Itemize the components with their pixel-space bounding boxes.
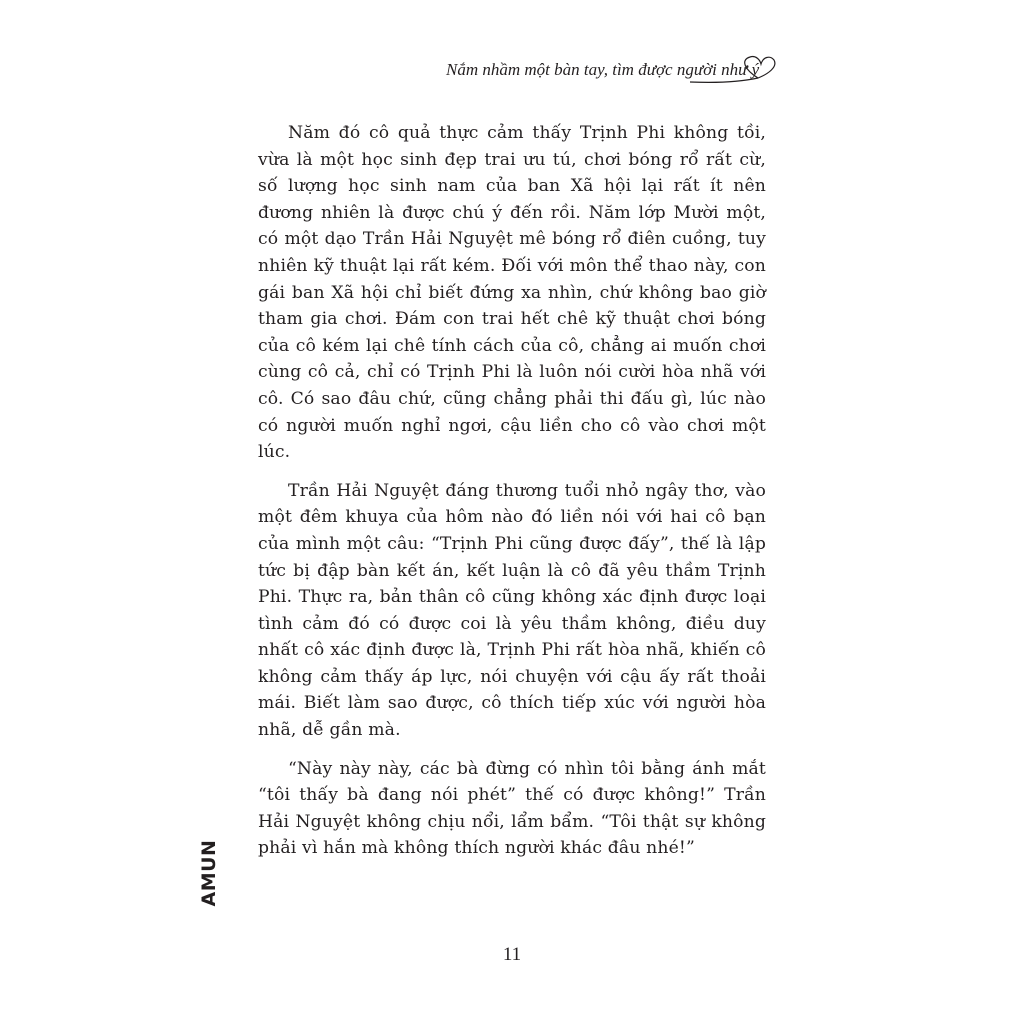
page-number: 11 [502,944,522,965]
paragraph-1: Năm đó cô quả thực cảm thấy Trịnh Phi không tồi, vừa là một học sinh đẹp trai ưu tú, chơi bóng rổ rất cừ, số lượng học sinh nam của ban Xã hội lại rất ít nên đương nhiên là được chú ý đến rồi. Năm lớp Mười một, có một dạo Trần Hải Nguyệt mê bóng rổ điên cuồng, tuy nhiên kỹ thuật lại rất kém. Đối với môn thể thao này, con gái ban Xã hội chỉ biết đứng xa nhìn, chứ không bao giờ tham gia chơi. Đám con trai hết chê kỹ thuật chơi bóng của cô kém lại chê tính cách của cô, chẳng ai muốn chơi cùng cô cả, chỉ có Trịnh Phi là luôn nói cười hòa nhã với cô. Có sao đâu chứ, cũng chẳng phải thi đấu gì, lúc nào có người muốn nghỉ ngơi, cậu liền cho cô vào chơi một lúc. [258,123,766,463]
paragraph-3: “Này này này, các bà đừng có nhìn tôi bằng ánh mắt “tôi thấy bà đang nói phét” thế có được không!” Trần Hải Nguyệt không chịu nổi, lẩm bẩm. “Tôi thật sự không phải vì hắn mà không thích người khác đâu nhé!” [258,758,766,859]
publisher-logo-text: AMUN [198,839,220,907]
running-header-title: Nắm nhầm một bàn tay, tìm được người như ý [446,60,760,79]
body-text [258,120,766,874]
heart-icon [440,52,780,92]
running-header [440,52,780,92]
paragraph-2: Trần Hải Nguyệt đáng thương tuổi nhỏ ngây thơ, vào một đêm khuya của hôm nào đó liền nói với hai cô bạn của mình một câu: “Trịnh Phi cũng được đấy”, thế là lập tức bị đập bàn kết án, kết luận là cô đã yêu thầm Trịnh Phi. Thực ra, bản thân cô cũng không xác định được loại tình cảm đó có được coi là yêu thầm không, điều duy nhất cô xác định được là, Trịnh Phi rất hòa nhã, khiến cô không cảm thấy áp lực, nói chuyện với cậu ấy rất thoải mái. Biết làm sao được, cô thích tiếp xúc với người hòa nhã, dễ gần mà. [258,480,766,741]
amun-logo-icon [196,838,222,908]
